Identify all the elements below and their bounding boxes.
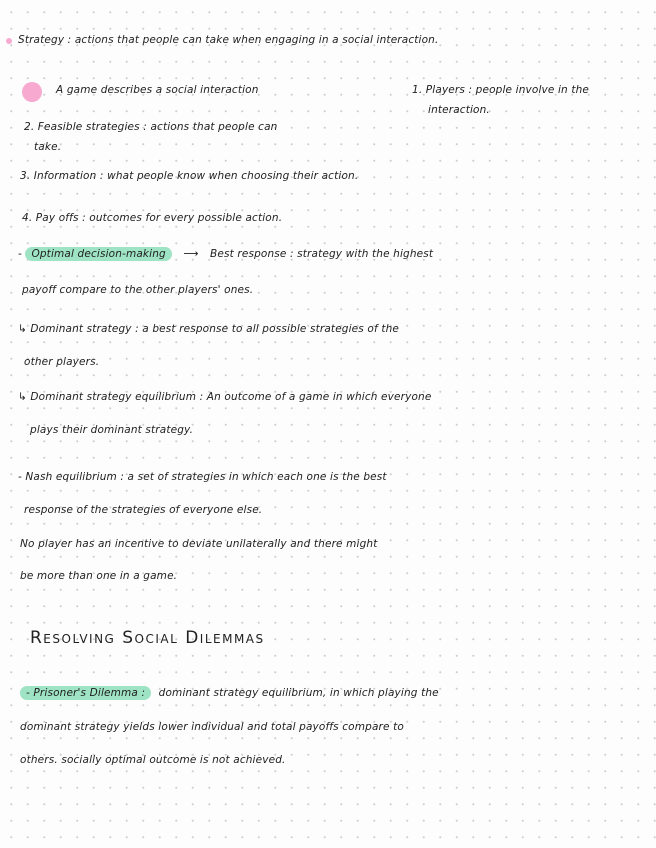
payoffs-item: 4. Pay offs : outcomes for every possible action. bbox=[22, 212, 283, 224]
prisoners-dilemma-line bbox=[20, 687, 439, 699]
nash-equilibrium-cont: response of the strategies of everyone else. bbox=[24, 504, 263, 516]
strategy-definition: Strategy : actions that people can take when engaging in a social interaction. bbox=[18, 34, 439, 46]
prisoners-dilemma-highlight: - Prisoner's Dilemma : bbox=[20, 686, 151, 700]
feasible-strategies-cont: take. bbox=[34, 141, 62, 153]
players-item-cont: interaction. bbox=[428, 104, 490, 116]
pink-bullet bbox=[6, 38, 12, 44]
best-response-cont: payoff compare to the other players' ones. bbox=[22, 284, 254, 296]
pink-circle-bullet bbox=[22, 82, 42, 102]
best-response-text: Best response : strategy with the highest bbox=[210, 248, 434, 260]
feasible-strategies-item: 2. Feasible strategies : actions that people can bbox=[24, 121, 278, 133]
optimal-decision-highlight: Optimal decision-making bbox=[25, 247, 171, 261]
no-player-incentive-cont: be more than one in a game. bbox=[20, 570, 178, 582]
game-description: A game describes a social interaction bbox=[56, 84, 259, 96]
dominant-strategy-equilibrium-cont: plays their dominant strategy. bbox=[30, 424, 194, 436]
prisoners-dilemma-cont2: others. socially optimal outcome is not achieved. bbox=[20, 754, 286, 766]
information-item: 3. Information : what people know when choosing their action. bbox=[20, 170, 359, 182]
nash-equilibrium: - Nash equilibrium : a set of strategies in which each one is the best bbox=[18, 471, 387, 483]
arrow-icon: ⟶ bbox=[183, 248, 199, 260]
prisoners-dilemma-cont: dominant strategy yields lower individual and total payoffs compare to bbox=[20, 721, 404, 733]
prisoners-dilemma-text: dominant strategy equilibrium, in which playing the bbox=[158, 687, 439, 699]
dominant-strategy: ↳ Dominant strategy : a best response to all possible strategies of the bbox=[18, 323, 399, 335]
dash: - bbox=[18, 248, 22, 260]
dominant-strategy-cont: other players. bbox=[24, 356, 100, 368]
optimal-decision-line bbox=[18, 248, 433, 260]
section-heading: Resolving Social Dilemmas bbox=[30, 628, 265, 648]
players-item: 1. Players : people involve in the bbox=[412, 84, 590, 96]
dominant-strategy-equilibrium: ↳ Dominant strategy equilibrium : An outcome of a game in which everyone bbox=[18, 391, 432, 403]
no-player-incentive: No player has an incentive to deviate unilaterally and there might bbox=[20, 538, 378, 550]
